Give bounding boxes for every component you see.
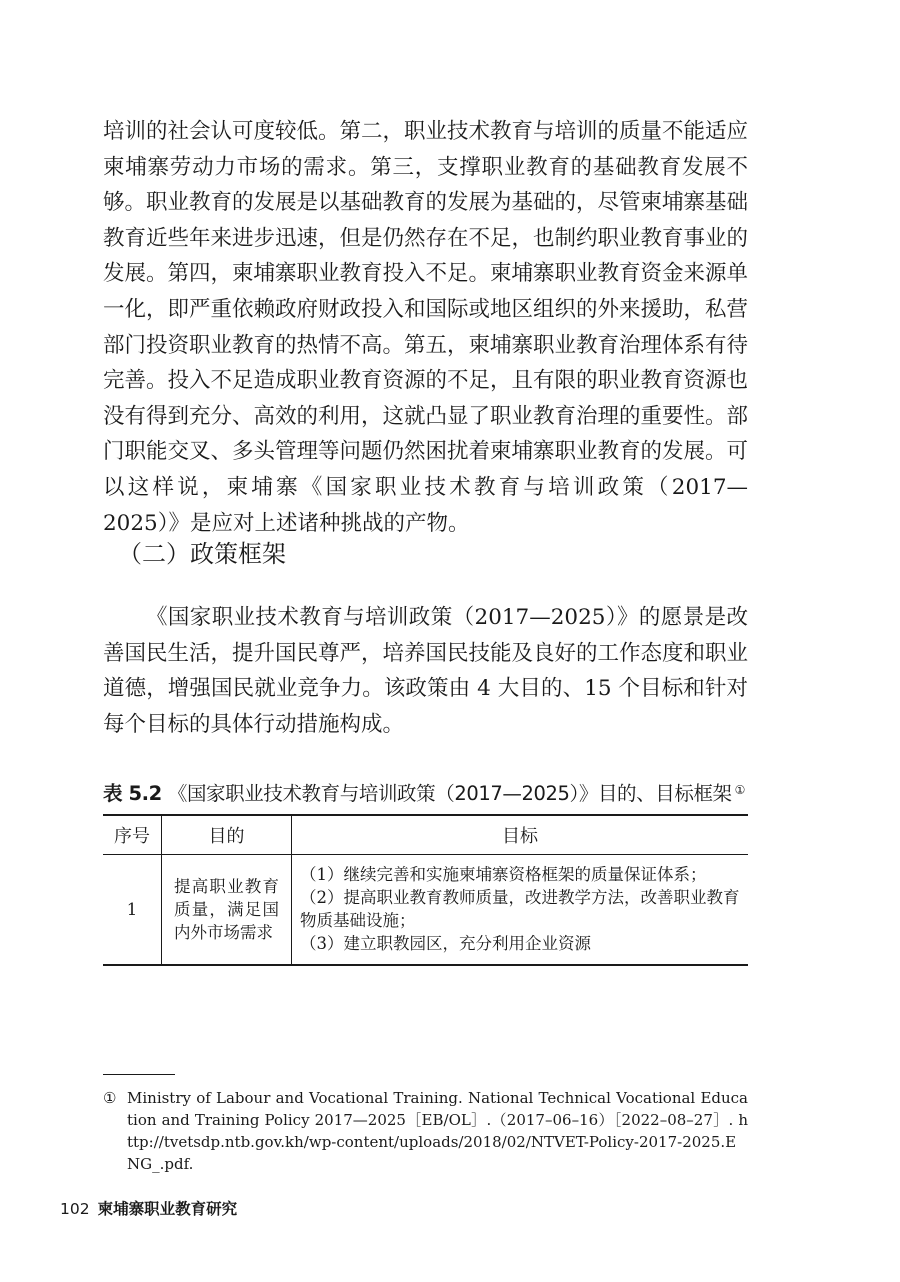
footnote — [103, 1087, 748, 1175]
table-caption — [103, 775, 763, 809]
section-heading: （二）政策框架 — [118, 540, 286, 568]
table-header-row — [103, 815, 748, 855]
column-header-number: 序号 — [103, 815, 162, 855]
footnote-text: Ministry of Labour and Vocational Training. National Technical Vocational Education and Training Policy 2017—2025［EB/OL］.（2017–06–16）［2022–08–27］. http://tvetsdp.ntb.gov.kh/wp-content/uploads/2018/02/NTVET-Policy-2017-2025.ENG_.pdf. — [127, 1089, 748, 1173]
column-header-targets: 目标 — [292, 815, 749, 855]
footnote-marker: ① — [103, 1089, 117, 1107]
targets-cell — [292, 855, 749, 966]
column-header-purpose: 目的 — [162, 815, 292, 855]
footnote-reference: ① — [734, 783, 746, 797]
table-caption-number: 表 5.2 — [103, 782, 162, 805]
page-footer — [60, 1198, 237, 1220]
table-caption-title: 《国家职业技术教育与培训政策（2017—2025）》目的、目标框架 — [167, 782, 732, 805]
purpose-cell: 提高职业教育质量，满足国内外市场需求 — [162, 855, 292, 966]
running-head: 柬埔寨职业教育研究 — [97, 1200, 238, 1218]
table-row — [103, 855, 748, 966]
target-item: （3）建立职教园区，充分利用企业资源 — [300, 934, 591, 953]
target-item: （2）提高职业教育教师质量，改进教学方法，改善职业教育物质基础设施； — [300, 888, 740, 930]
policy-goals-table — [103, 814, 748, 966]
body-paragraph: 培训的社会认可度较低。第二，职业技术教育与培训的质量不能适应柬埔寨劳动力市场的需求。第三，支撑职业教育的基础教育发展不够。职业教育的发展是以基础教育的发展为基础的，尽管柬埔寨基础教育近些年来进步迅速，但是仍然存在不足，也制约职业教育事业的发展。第四，柬埔寨职业教育投入不足。柬埔寨职业教育资金来源单一化，即严重依赖政府财政投入和国际或地区组织的外来援助，私营部门投资职业教育的热情不高。第五，柬埔寨职业教育治理体系有待完善。投入不足造成职业教育资源的不足，且有限的职业教育资源也没有得到充分、高效的利用，这就凸显了职业教育治理的重要性。部门职能交叉、多头管理等问题仍然困扰着柬埔寨职业教育的发展。可以这样说，柬埔寨《国家职业技术教育与培训政策（2017—2025）》是应对上述诸种挑战的产物。 — [103, 119, 749, 536]
footnote-separator — [103, 1074, 175, 1075]
page-number: 102 — [60, 1200, 90, 1218]
target-item: （1）继续完善和实施柬埔寨资格框架的质量保证体系； — [300, 865, 707, 884]
body-paragraph: 《国家职业技术教育与培训政策（2017—2025）》的愿景是改善国民生活，提升国民尊严，培养国民技能及良好的工作态度和职业道德，增强国民就业竞争力。该政策由 4 大目的、15 个目标和针对每个目标的具体行动措施构成。 — [103, 605, 749, 737]
row-number-cell: 1 — [126, 900, 138, 919]
